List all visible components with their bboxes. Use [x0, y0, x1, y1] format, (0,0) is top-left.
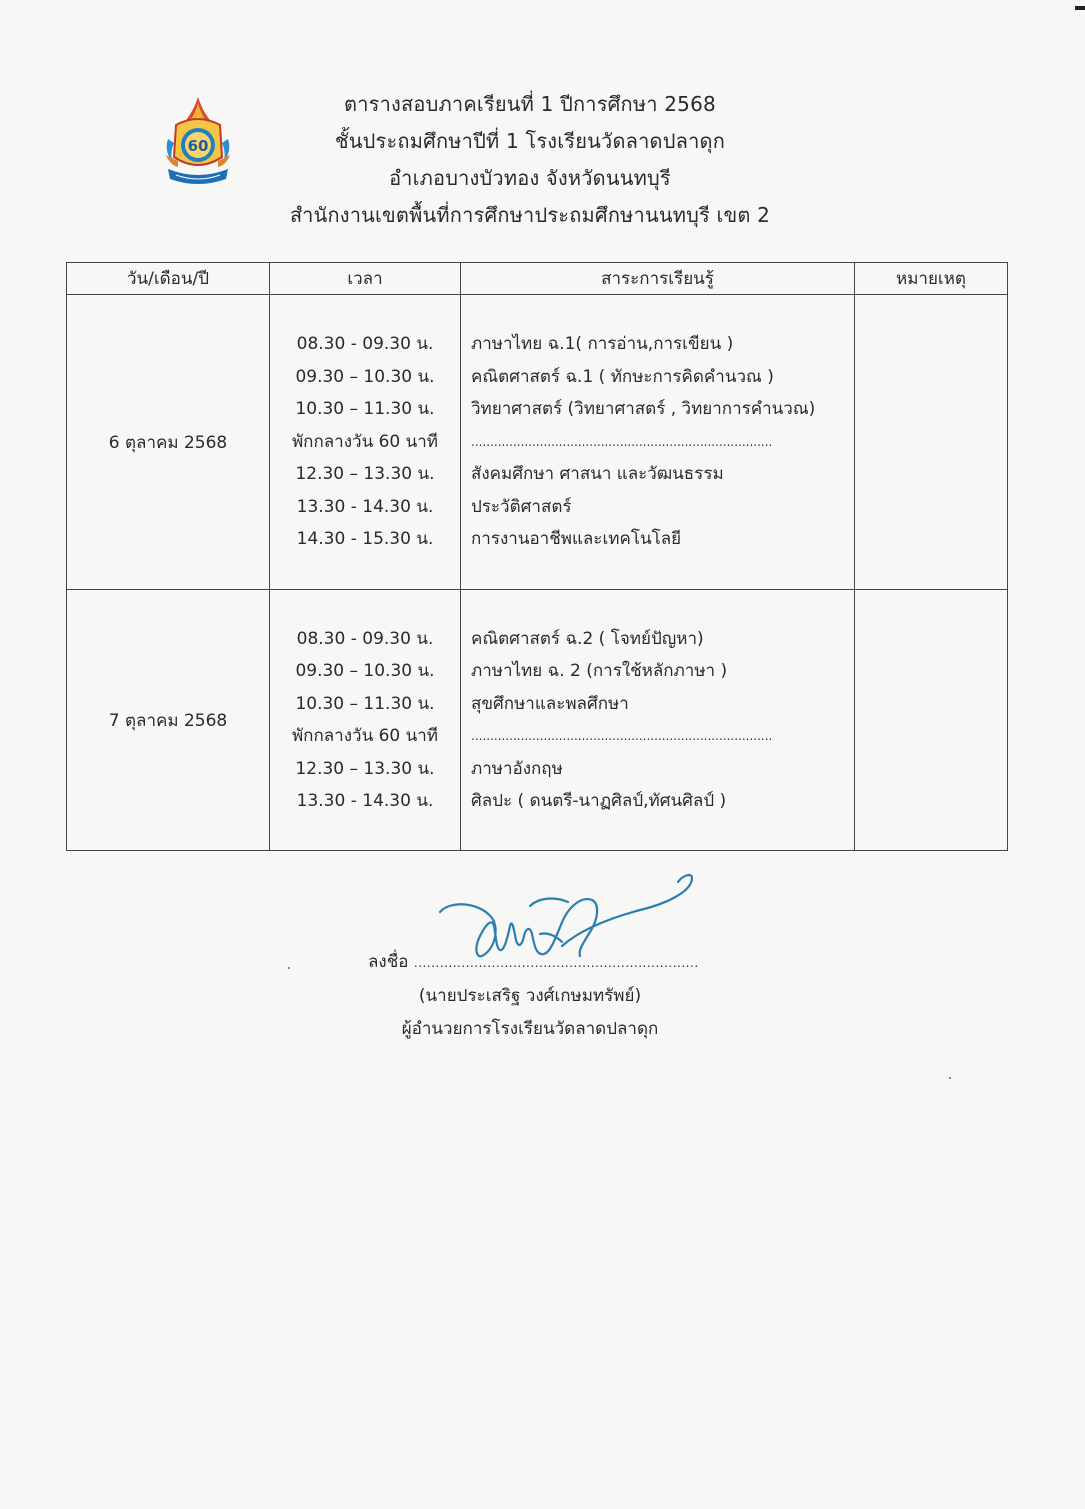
signature-dotted-line: ..................................................................: [413, 956, 699, 970]
subject-item: คณิตศาสตร์ ฉ.2 ( โจทย์ปัญหา): [471, 628, 704, 649]
paper-speck: [288, 967, 290, 969]
time-slot: 12.30 – 13.30 น.: [295, 758, 435, 779]
subject-item: วิทยาศาสตร์ (วิทยาศาสตร์ , วิทยาการคำนวณ): [471, 399, 816, 420]
time-slot: 10.30 – 11.30 น.: [295, 693, 435, 714]
svg-text:60: 60: [187, 137, 209, 155]
page-edge-mark: [1075, 6, 1085, 10]
note-cell: [855, 295, 1008, 590]
time-cell: [270, 590, 461, 851]
time-slot: 13.30 - 14.30 น.: [296, 496, 434, 517]
lunch-dotted-line: ...............................................................................: [471, 434, 773, 449]
table-row: [67, 590, 1008, 851]
signatory-position: ผู้อำนวยการโรงเรียนวัดลาดปลาดุก: [401, 1019, 659, 1039]
exam-schedule-table: [66, 262, 1008, 851]
subject-item: ภาษาอังกฤษ: [471, 758, 563, 779]
column-header-date: วัน/เดือน/ปี: [67, 263, 270, 295]
time-slot: 14.30 - 15.30 น.: [296, 529, 434, 550]
table-header-row: [67, 263, 1008, 295]
lunch-break: พักกลางวัน 60 นาที: [291, 726, 439, 746]
time-slot: 09.30 – 10.30 น.: [295, 366, 435, 387]
time-cell: [270, 295, 461, 590]
subject-cell: [461, 295, 855, 590]
signature-label: ลงชื่อ: [368, 952, 409, 972]
column-header-time: เวลา: [270, 263, 461, 295]
document-header: [200, 86, 860, 234]
subject-item: ประวัติศาสตร์: [471, 496, 572, 517]
subject-item: สังคมศึกษา ศาสนา และวัฒนธรรม: [471, 464, 724, 485]
time-slot: 08.30 - 09.30 น.: [296, 334, 434, 355]
subject-item: ภาษาไทย ฉ. 2 (การใช้หลักภาษา ): [471, 661, 728, 681]
subject-item: ศิลปะ ( ดนตรี-นาฏศิลป์,ทัศนศิลป์ ): [471, 791, 727, 811]
subject-item: ภาษาไทย ฉ.1( การอ่าน,การเขียน ): [471, 334, 734, 355]
header-title: ตารางสอบภาคเรียนที่ 1 ปีการศึกษา 2568: [344, 92, 716, 116]
time-slot: 10.30 – 11.30 น.: [295, 399, 435, 420]
paper-speck: [949, 1077, 951, 1079]
note-cell: [855, 590, 1008, 851]
signature-block: [300, 870, 760, 1050]
table-row: [67, 295, 1008, 590]
time-slot: 12.30 – 13.30 น.: [295, 464, 435, 485]
header-district: อำเภอบางบัวทอง จังหวัดนนทบุรี: [389, 166, 671, 190]
lunch-break: พักกลางวัน 60 นาที: [291, 431, 439, 452]
subject-item: คณิตศาสตร์ ฉ.1 ( ทักษะการคิดคำนวณ ): [471, 366, 774, 387]
subject-item: การงานอาชีพและเทคโนโลยี: [471, 529, 682, 550]
time-slot: 13.30 - 14.30 น.: [296, 791, 434, 811]
header-class-school: ชั้นประถมศึกษาปีที่ 1 โรงเรียนวัดลาดปลาดุก: [334, 129, 726, 153]
subject-item: สุขศึกษาและพลศึกษา: [471, 693, 629, 714]
date-cell: 7 ตุลาคม 2568: [67, 590, 270, 851]
column-header-note: หมายเหตุ: [855, 263, 1008, 295]
lunch-dotted-line: ...............................................................................: [471, 729, 773, 743]
signature-line: [368, 948, 699, 975]
date-cell: 6 ตุลาคม 2568: [67, 295, 270, 590]
time-slot: 08.30 - 09.30 น.: [296, 628, 434, 649]
signatory-name: (นายประเสริฐ วงศ์เกษมทรัพย์): [418, 986, 642, 1006]
subject-cell: [461, 590, 855, 851]
column-header-subject: สาระการเรียนรู้: [461, 263, 855, 295]
header-office: สำนักงานเขตพื้นที่การศึกษาประถมศึกษานนทบุรี เขต 2: [289, 203, 771, 227]
time-slot: 09.30 – 10.30 น.: [295, 661, 435, 681]
